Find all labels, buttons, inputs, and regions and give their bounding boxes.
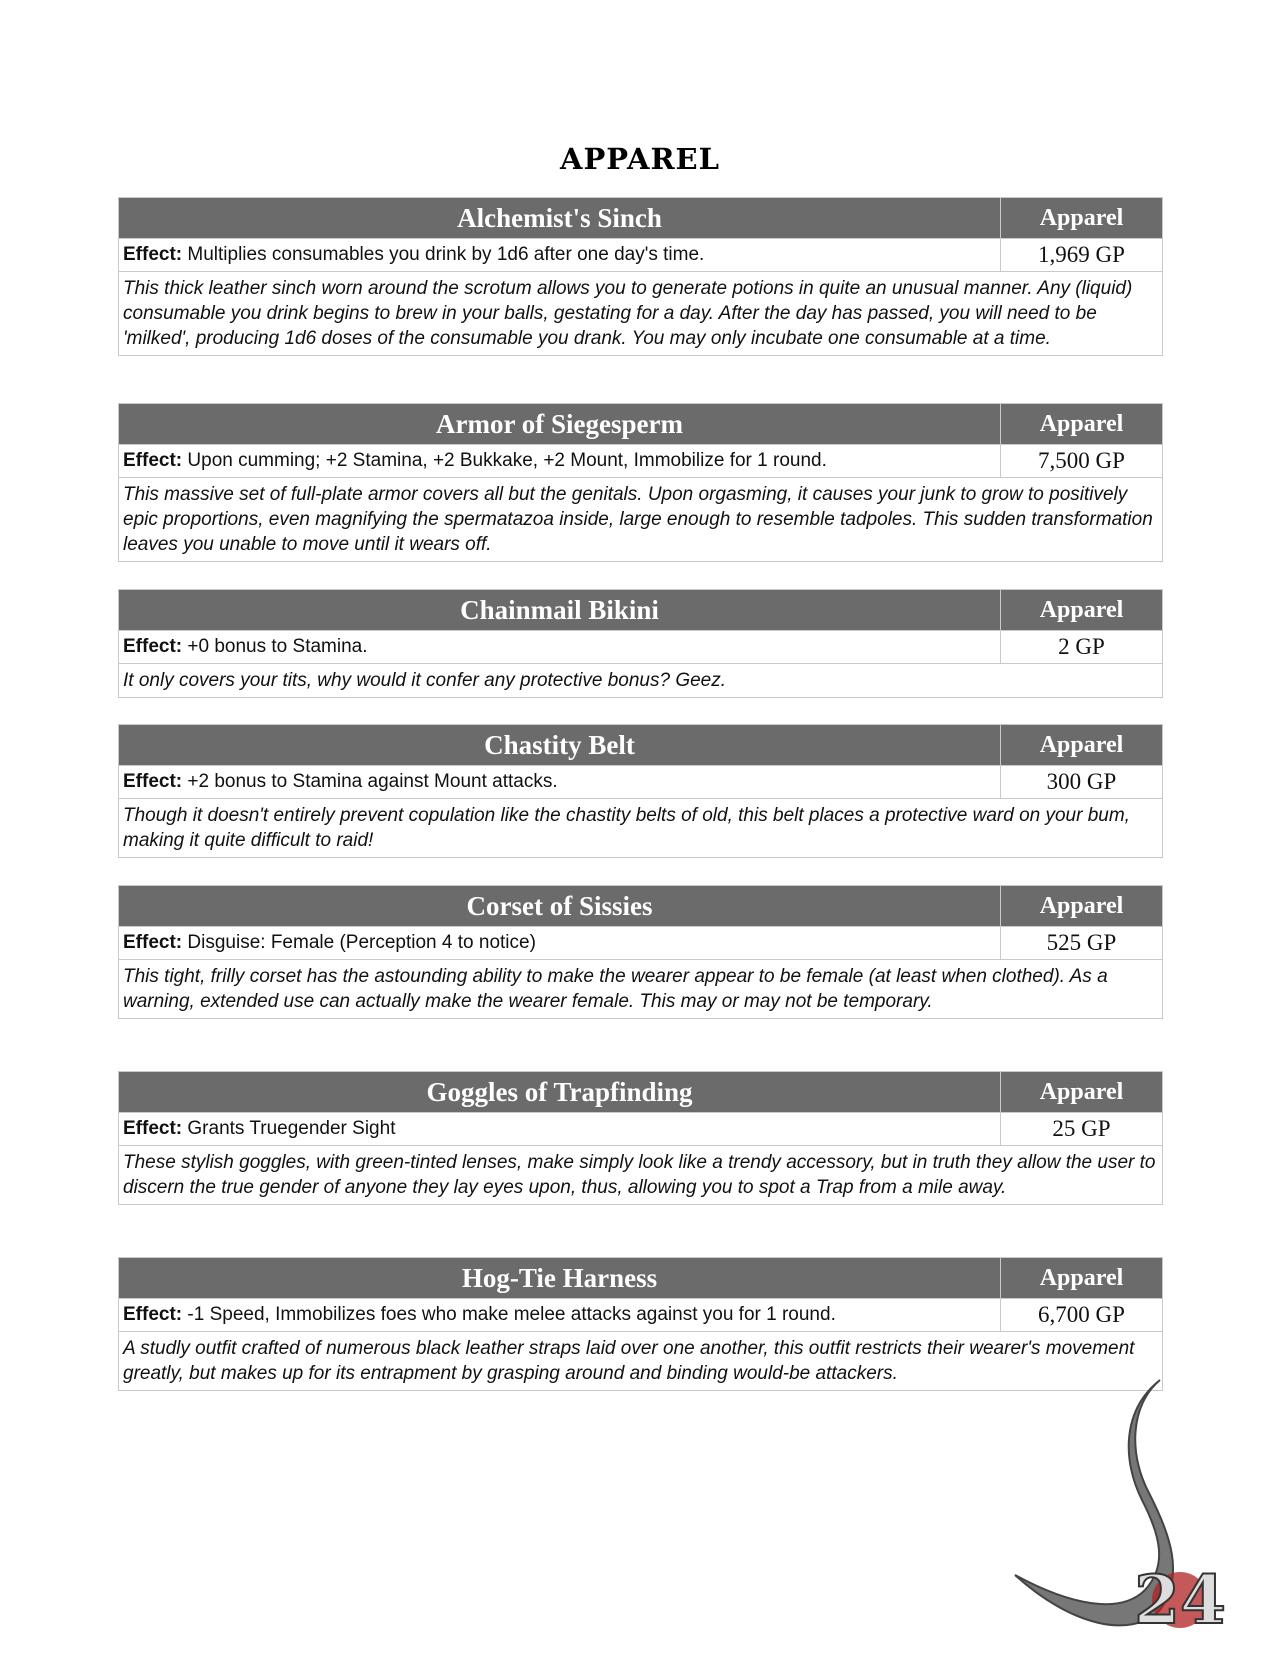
item-name: Alchemist's Sinch xyxy=(119,198,1001,238)
effect-label: Effect: xyxy=(123,932,183,953)
item-effect xyxy=(119,766,1001,798)
item-price: 7,500 GP xyxy=(1038,448,1125,473)
item-effect-row xyxy=(119,630,1162,664)
item-effect-text: -1 Speed, Immobilizes foes who make melee attacks against you for 1 round. xyxy=(187,1304,836,1325)
item-description: Though it doesn't entirely prevent copulation like the chastity belts of old, this belt places a protective ward on your bum, making it quite difficult to raid! xyxy=(123,805,1130,851)
effect-label: Effect: xyxy=(123,244,183,265)
item-name: Chainmail Bikini xyxy=(119,590,1001,630)
effect-label: Effect: xyxy=(123,1118,183,1139)
item-price: 6,700 GP xyxy=(1038,1302,1125,1327)
item-description: This massive set of full-plate armor covers all but the genitals. Upon orgasming, it causes your junk to grow to positively epic proportions, even magnifying the spermatazoa inside, large enough to resemble tadpoles. This sudden transformation leaves you unable to move until it wears off. xyxy=(123,484,1153,555)
item-effect-row xyxy=(119,1112,1162,1146)
page-number-tail-ornament xyxy=(1010,1375,1260,1645)
item-effect-row xyxy=(119,238,1162,272)
item-header xyxy=(119,1258,1162,1298)
effect-label: Effect: xyxy=(123,1304,183,1325)
item-card xyxy=(118,197,1163,356)
item-effect xyxy=(119,1113,1001,1145)
item-name: Goggles of Trapfinding xyxy=(119,1072,1001,1112)
item-description: This thick leather sinch worn around the scrotum allows you to generate potions in quite an unusual manner. Any (liquid) consumable you drink begins to brew in your balls, gestating for a day. After the day has passed, you will need to be 'milked', producing 1d6 doses of the consumable you drank. You may only incubate one consumable at a time. xyxy=(123,278,1133,349)
item-effect-row xyxy=(119,926,1162,960)
item-effect-text: Disguise: Female (Perception 4 to notice) xyxy=(187,932,536,953)
item-card xyxy=(118,1071,1163,1205)
item-name: Chastity Belt xyxy=(119,725,1001,765)
item-description: This tight, frilly corset has the astounding ability to make the wearer appear to be female (at least when clothed). As a warning, extended use can actually make the wearer female. This may or may not be temporary. xyxy=(123,966,1108,1012)
item-header xyxy=(119,198,1162,238)
item-category: Apparel xyxy=(1039,1079,1124,1105)
item-header xyxy=(119,886,1162,926)
item-description: A studly outfit crafted of numerous black leather straps laid over one another, this outfit restricts their wearer's movement greatly, but makes up for its entrapment by grasping around and binding would-be attackers. xyxy=(123,1338,1135,1384)
effect-label: Effect: xyxy=(123,450,183,471)
item-price: 300 GP xyxy=(1046,769,1117,794)
item-effect-text: +0 bonus to Stamina. xyxy=(187,636,368,657)
item-name: Armor of Siegesperm xyxy=(119,404,1001,444)
item-effect-text: Grants Truegender Sight xyxy=(187,1118,396,1139)
item-effect xyxy=(119,1299,1001,1331)
item-header xyxy=(119,1072,1162,1112)
item-description: These stylish goggles, with green-tinted lenses, make simply look like a trendy accessory, but in truth they allow the user to discern the true gender of anyone they lay eyes upon, thus, allowing you to spot a Trap from a mile away. xyxy=(123,1152,1156,1198)
item-card xyxy=(118,724,1163,858)
item-price: 1,969 GP xyxy=(1038,242,1125,267)
item-header xyxy=(119,404,1162,444)
item-effect-text: Multiplies consumables you drink by 1d6 after one day's time. xyxy=(187,244,705,265)
item-price: 25 GP xyxy=(1052,1116,1111,1141)
item-price: 525 GP xyxy=(1046,930,1117,955)
effect-label: Effect: xyxy=(123,771,183,792)
item-effect-text: Upon cumming; +2 Stamina, +2 Bukkake, +2 Mount, Immobilize for 1 round. xyxy=(187,450,827,471)
item-header xyxy=(119,725,1162,765)
item-category: Apparel xyxy=(1039,732,1124,758)
item-card xyxy=(118,885,1163,1019)
item-name: Corset of Sissies xyxy=(119,886,1001,926)
item-category: Apparel xyxy=(1039,1265,1124,1291)
item-card xyxy=(118,1257,1163,1391)
item-category: Apparel xyxy=(1039,205,1124,231)
item-card xyxy=(118,589,1163,698)
page-title: APPAREL xyxy=(559,142,721,176)
item-effect-row xyxy=(119,444,1162,478)
item-effect-row xyxy=(119,765,1162,799)
item-description: It only covers your tits, why would it confer any protective bonus? Geez. xyxy=(123,670,727,691)
item-name: Hog-Tie Harness xyxy=(119,1258,1001,1298)
item-effect xyxy=(119,927,1001,959)
item-price: 2 GP xyxy=(1058,634,1105,659)
item-effect xyxy=(119,239,1001,271)
effect-label: Effect: xyxy=(123,636,183,657)
page-number: 24 xyxy=(1134,1561,1226,1639)
item-card xyxy=(118,403,1163,562)
item-category: Apparel xyxy=(1039,893,1124,919)
item-effect xyxy=(119,631,1001,663)
item-header xyxy=(119,590,1162,630)
item-category: Apparel xyxy=(1039,597,1124,623)
item-effect-text: +2 bonus to Stamina against Mount attacks. xyxy=(187,771,558,792)
item-effect-row xyxy=(119,1298,1162,1332)
item-category: Apparel xyxy=(1039,411,1124,437)
item-effect xyxy=(119,445,1001,477)
